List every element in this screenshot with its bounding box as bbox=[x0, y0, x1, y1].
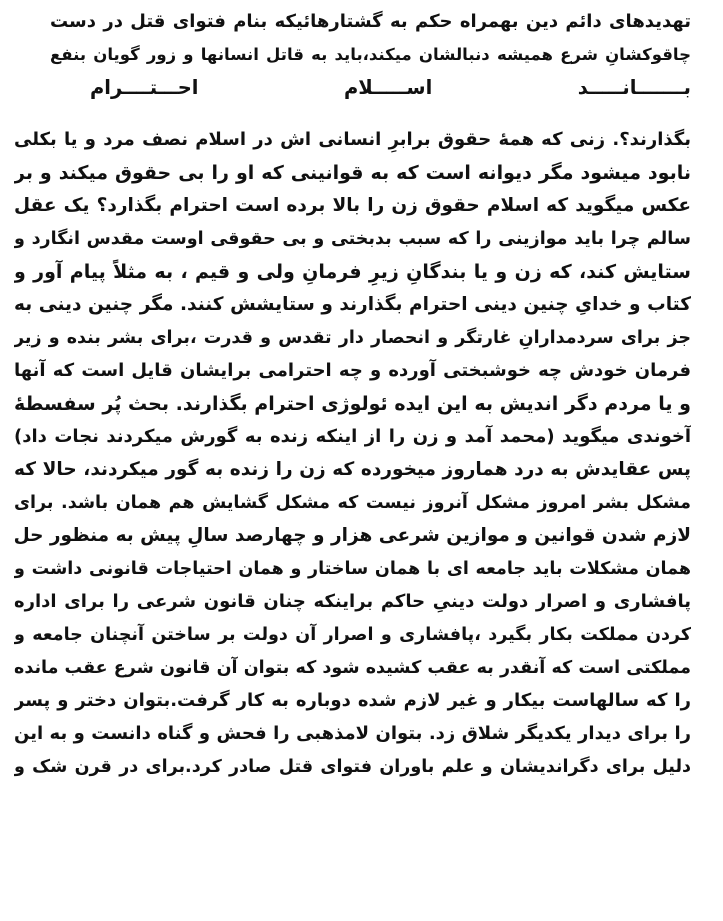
main-paragraph bbox=[14, 124, 691, 914]
text-line: مشکل بشر امروز مشکل آنروز نیست که مشکل گشایش هم همان باشد. برای bbox=[14, 493, 691, 513]
text-line: سالم چرا باید موازینی را که سبب بدبختی و بی حقوقی اوست مقدس انگارد و bbox=[14, 229, 691, 249]
text-line: کتاب و خدایِ چنین دینی احترام بگذارند و ستایشش کنند. مگر چنین دینی به bbox=[14, 294, 691, 315]
text-line: پس عقایدش به درد هماروز میخورده که زن را زنده به گور میکردند، حالا که bbox=[14, 459, 691, 480]
text-line: عکس میگوید که اسلام حقوق زن را بالا برده است احترام بگذارد؟ یک عقل bbox=[14, 195, 691, 216]
text-line: کردن مملکت بکار بگیرد ،پافشاری و اصرار آن دولت بر ساختن آنچنان جامعه و bbox=[14, 625, 691, 645]
text-line: آخوندی میگوید (محمد آمد و زن را از اینکه زنده به گورش میکردند نجات داد) bbox=[14, 426, 691, 447]
text-line: همان مشکلات باید جامعه ای با همان ساختار و همان احتیاجات قانونی داشت و bbox=[14, 559, 691, 579]
indented-paragraph bbox=[50, 6, 691, 108]
text-line: تهدیدهای دائم دین بهمراه حکم به گشتارهائیکه بنام فتوای قتل در دست bbox=[50, 11, 691, 32]
text-line: مملکتی است که آنقدر به عقب کشیده شود که بتوان آن قانون شرع عقب مانده bbox=[14, 658, 691, 678]
text-line: بگذارند؟. زنی که همهٔ حقوق برابرِ انسانی اش در اسلام نصف مرد و یا بکلی bbox=[14, 129, 691, 150]
text-line: و یا مردم دگر اندیش به این ایده ئولوژی احترام بگذارند. بحث پُر سفسطهٔ bbox=[14, 393, 691, 415]
text-line: جز برای سردمدارانِ غارتگر و انحصار دار تقدس و قدرت ،برای بشر بنده و زیر bbox=[14, 328, 691, 348]
text-line: نابود میشود مگر دیوانه است که به قوانینی که او را بی حقوق میکند و بر bbox=[14, 162, 691, 184]
text-line: چاقوکشانِ شرع همیشه دنبالشان میکند،باید به قاتل انسانها و زور گویان بنفع bbox=[50, 45, 691, 64]
text-line: لازم شدن قوانین و موازین شرعی هزار و چهارصد سالِ پیش به منظور حل bbox=[14, 525, 691, 546]
text-line: بـــــــانـــــد اســـــلام احـــتــــرام bbox=[90, 76, 691, 99]
text-line: دلیل برای دگراندیشان و علم باوران فتوای قتل صادر کرد.برای در قرن شک و bbox=[14, 757, 691, 777]
text-line: ستایش کند، که زن و یا بندگانِ زیرِ فرمانِ ولی و قیم ، به مثلاً پیام آور و bbox=[14, 261, 691, 283]
text-line: فرمان خودش چه خوشبختی آورده و چه احترامی برایشان قایل است که آنها bbox=[14, 360, 691, 381]
text-line: را که سالهاست بیکار و غیر لازم شده دوباره به کار گرفت.بتوان دختر و پسر bbox=[14, 690, 691, 711]
text-line: پافشاری و اصرار دولت دینیِ حاکم براینکه چنان قانون شرعی را برای اداره bbox=[14, 591, 691, 612]
text-line: را برای دیدار یکدیگر شلاق زد. بتوان لامذهبی را فحش و گناه دانست و به این bbox=[14, 723, 691, 744]
